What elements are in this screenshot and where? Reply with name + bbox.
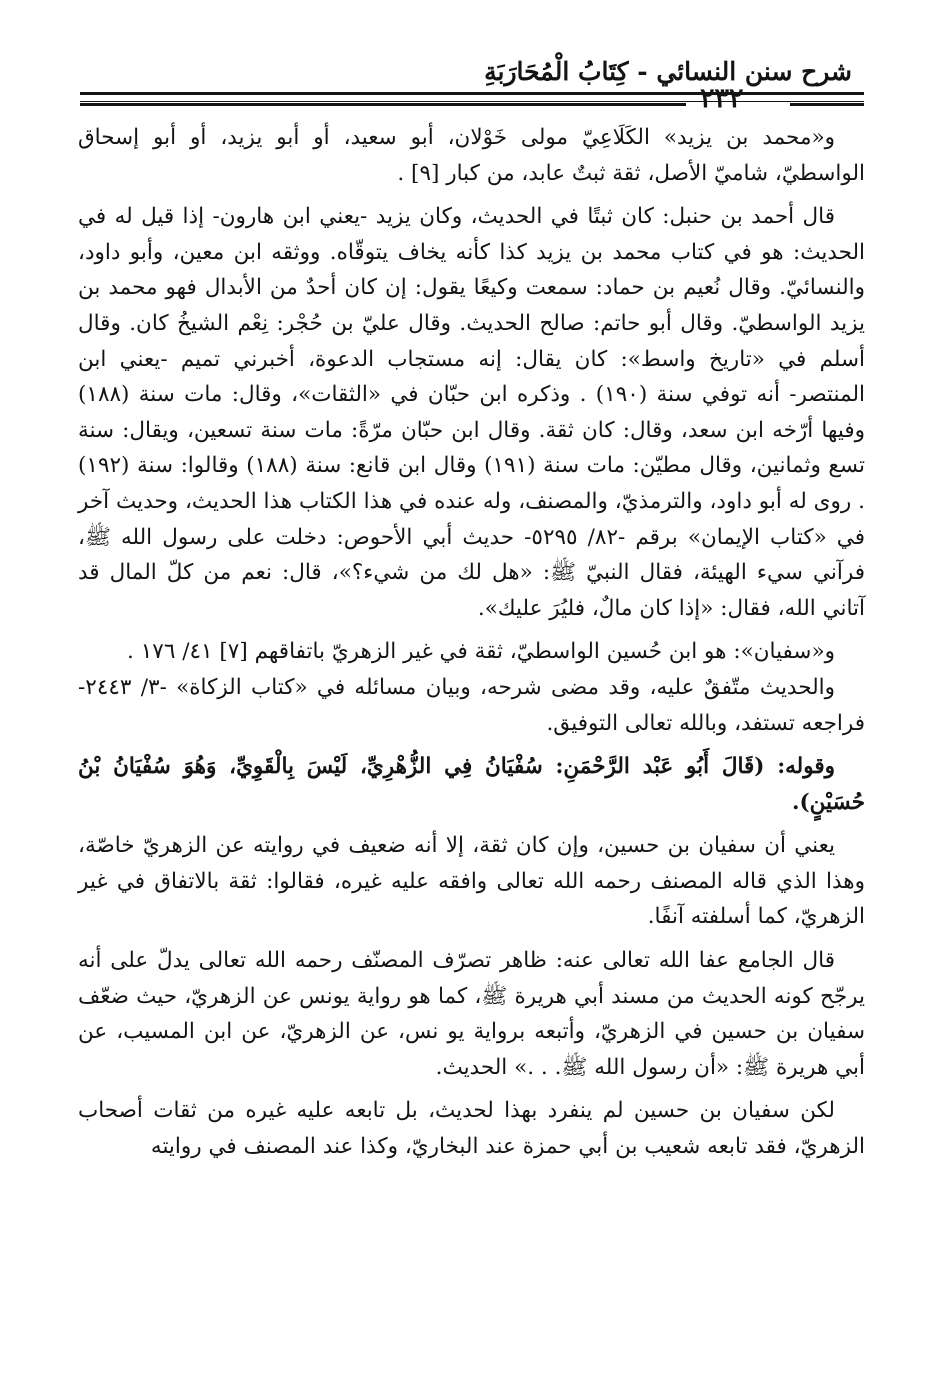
- paragraph-author-statement: وقوله: (قَالَ أَبُو عَبْد الرَّحْمَنِ: سُفْيَانُ فِي الزُّهْرِيِّ، لَيْسَ بِالْقَوِيِّ، وَهُوَ سُفْيَانُ بْنُ حُسَيْنٍ).: [78, 754, 865, 815]
- paragraph-narrator-sufyan: و«سفيان»: هو ابن حُسين الواسطيّ، ثقة في غير الزهريّ باتفاقهم [٧] ٤١/ ١٧٦ .: [127, 639, 835, 665]
- running-title: شرح سنن النسائي - كِتَابُ الْمُحَارَبَةِ: [484, 57, 852, 86]
- paragraph-hadith-agreed: والحديث متّفقٌ عليه، وقد مضى شرحه، وبيان مسائله في «كتاب الزكاة» -٣/ ٢٤٤٣- فراجعه تستفد، وبالله تعالى التوفيق.: [78, 674, 865, 736]
- paragraph-explanation: يعني أن سفيان بن حسين، وإن كان ثقة، إلا أنه ضعيف في روايته عن الزهريّ خاصّة، وهذا الذي قاله المصنف رحمه الله تعالى وافقه عليه غيره، فقالوا: ثقة بالاتفاق في غير الزهريّ، كما أسلفته آنفًا.: [78, 833, 865, 930]
- paragraph-gap: [78, 626, 865, 632]
- header-rule-right: [790, 92, 864, 106]
- body-text: [78, 120, 865, 1165]
- paragraph-gap: [78, 741, 865, 747]
- paragraph-gap: [78, 820, 865, 826]
- paragraph-biography: قال أحمد بن حنبل: كان ثبتًا في الحديث، وكان يزيد -يعني ابن هارون- إذا قيل له في الحديث: هو في كتاب محمد بن يزيد كذا كأنه يخاف يتوقّاه. ووثقه ابن معين، وأبو داود، والنسائيّ. وقال نُعيم بن حماد: سمعت وكيعًا يقول: إن كان أحدٌ من الأبدال فهو محمد بن يزيد الواسطيّ. وقال أبو حاتم: صالح الحديث. وقال عليّ بن حُجْر: نِعْم الشيخُ كان. وقال أسلم في «تاريخ واسط»: كان يقال: إنه مستجاب الدعوة، أخبرني تميم -يعني ابن المنتصر- أنه توفي سنة (١٩٠) . وذكره ابن حبّان في «الثقات»، وقال: مات سنة (١٨٨) وفيها أرّخه ابن سعد، وقال: كان ثقة. وقال ابن حبّان مرّةً: مات سنة تسعين، ويقال: سنة تسع وثمانين، وقال مطيّن: مات سنة (١٩١) وقال ابن قانع: سنة (١٨٨) وقالوا: سنة (١٩٢) . روى له أبو داود، والترمذيّ، والمصنف، وله عنده في هذا الكتاب هذا الحديث، وحديث آخر في «كتاب الإيمان» برقم -٨٢/ ٥٢٩٥- حديث أبي الأحوص: دخلت على رسول الله ﷺ، فرآني سيء الهيئة، فقال النبيّ ﷺ: «هل لك من شيء؟»، قال: نعم من كلّ المال قد آتاني الله، فقال: «إذا كان مالٌ، فليُرَ عليك».: [78, 204, 865, 621]
- page-number: ٢٣٢: [700, 83, 744, 114]
- paragraph-continuation: لكن سفيان بن حسين لم ينفرد بهذا لحديث، بل تابعه عليه غيره من ثقات أصحاب الزهريّ، فقد تابعه شعيب بن أبي حمزة عند البخاريّ، وكذا عند المصنف في روايته: [78, 1098, 865, 1160]
- paragraph-compiler-note: قال الجامع عفا الله تعالى عنه: ظاهر تصرّف المصنّف رحمه الله تعالى يدلّ على أنه يرجّح كونه الحديث من مسند أبي هريرة ﷺ، كما هو رواية يونس عن الزهريّ، حيث ضعّف سفيان بن حسين في الزهريّ، وأتبعه برواية يو نس، عن الزهريّ، عن ابن المسيب، عن أبي هريرة ﷺ: «أن رسول الله ﷺ. . .» الحديث.: [78, 948, 865, 1080]
- paragraph-gap: [78, 935, 865, 941]
- paragraph-narrator-muhammad: و«محمد بن يزيد» الكَلَاعِيّ مولى خَوْلان، أبو سعيد، أو أبو يزيد، أو أبو إسحاق الواسطيّ، شاميّ الأصل، ثقة ثبتٌ عابد، من كبار [٩] .: [78, 125, 865, 186]
- paragraph-gap: [78, 191, 865, 197]
- paragraph-gap: [78, 1085, 865, 1091]
- header-rule-left: [80, 92, 686, 106]
